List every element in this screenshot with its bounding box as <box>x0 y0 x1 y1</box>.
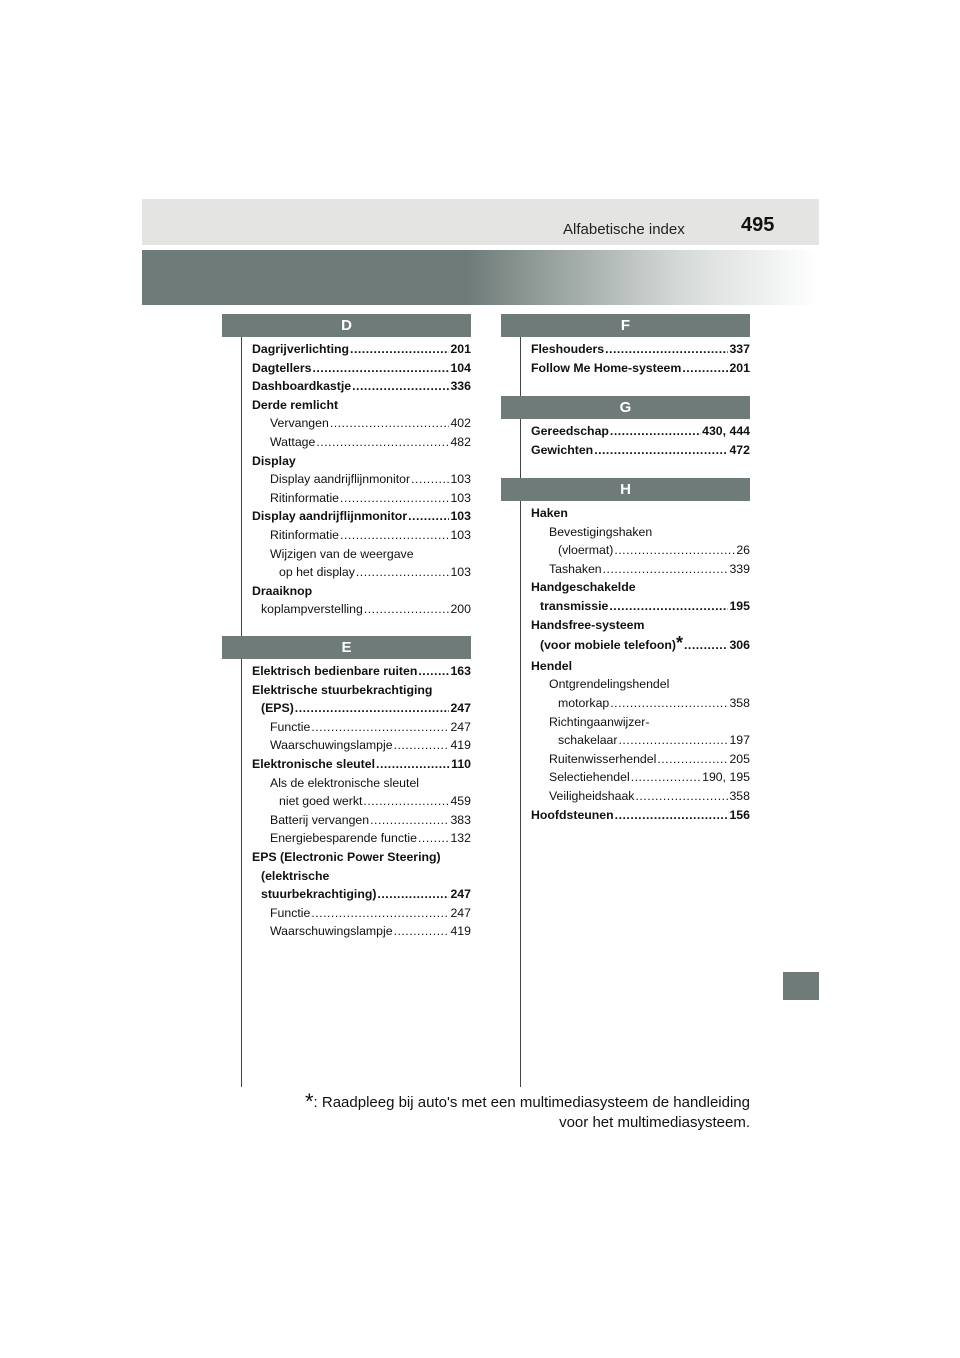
entry-page: 201 <box>450 342 471 356</box>
index-entry <box>270 811 471 830</box>
dot-leader <box>618 731 728 750</box>
index-entry <box>270 774 419 793</box>
entry-term: Selectiehendel <box>549 770 630 785</box>
entry-page: 430, 444 <box>702 424 750 438</box>
index-entry <box>531 422 750 441</box>
entry-page: 247 <box>450 905 471 920</box>
entry-term: Hendel <box>531 658 572 673</box>
entry-term: (EPS) <box>261 701 294 716</box>
index-entry <box>252 452 296 471</box>
entry-page: 104 <box>450 360 471 375</box>
dot-leader <box>684 636 728 655</box>
entry-page: 358 <box>729 789 750 803</box>
index-entry <box>261 867 329 886</box>
dot-leader <box>609 597 728 616</box>
index-entry <box>270 470 471 489</box>
index-entry <box>270 718 471 737</box>
entry-term: Ritinformatie <box>270 490 340 505</box>
entry-term: Ontgrendelingshendel <box>549 677 670 692</box>
footnote-line-2: voor het multimediasysteem. <box>559 1114 750 1131</box>
entry-term: Bevestigingshaken <box>549 524 653 539</box>
entry-page: 195 <box>729 599 750 613</box>
entry-term: niet goed werkt <box>279 794 363 809</box>
entry-term: Hoofdsteunen <box>531 807 614 822</box>
dot-leader <box>394 922 450 941</box>
index-entry <box>549 750 750 769</box>
footnote-ref: * <box>675 633 683 654</box>
index-entry <box>252 340 471 359</box>
entry-term: EPS (Electronic Power Steering) <box>252 850 441 864</box>
index-entry <box>531 657 572 676</box>
entry-term: Waarschuwingslampje <box>270 924 393 939</box>
index-entry <box>270 922 471 941</box>
entry-page: 110 <box>451 757 471 771</box>
index-entry <box>261 885 471 904</box>
entry-page: 26 <box>736 543 750 558</box>
entry-page: 132 <box>450 831 471 846</box>
entry-term: Dagrijverlichting <box>252 342 350 356</box>
entry-page: 200 <box>450 602 471 617</box>
dot-leader <box>340 489 449 508</box>
entry-term: Gewichten <box>531 442 594 457</box>
index-entry <box>531 806 750 825</box>
index-entry <box>540 634 750 655</box>
entry-page: 247 <box>450 887 471 902</box>
entry-page: 336 <box>450 379 471 394</box>
dot-leader <box>311 904 449 923</box>
index-entry <box>549 768 750 787</box>
entry-page: 459 <box>450 794 471 809</box>
entry-term: Richtingaanwijzer- <box>549 714 650 729</box>
dot-leader <box>295 699 450 718</box>
dot-leader <box>316 433 449 452</box>
entry-term: Derde remlicht <box>252 397 339 412</box>
section-header-e: E <box>222 636 471 659</box>
entry-page: 247 <box>450 719 471 734</box>
entry-term: Follow Me Home-systeem <box>531 360 682 375</box>
entry-page: 103 <box>450 490 471 505</box>
header-band <box>142 199 819 245</box>
entry-page: 103 <box>450 565 471 580</box>
page-number: 495 <box>741 214 775 236</box>
index-entry <box>549 675 669 694</box>
index-entry <box>558 694 750 713</box>
index-entry <box>270 489 471 508</box>
section-title: Alfabetische index <box>563 221 685 238</box>
entry-term: (vloermat) <box>558 543 614 558</box>
dot-leader <box>657 750 728 769</box>
entry-term: stuurbekrachtiging) <box>261 887 377 902</box>
dot-leader <box>363 792 449 811</box>
dot-leader <box>610 694 728 713</box>
index-entry <box>252 377 471 396</box>
index-entry <box>531 616 644 635</box>
dot-leader <box>312 359 449 378</box>
index-entry <box>261 600 471 619</box>
entry-term: Handsfree-systeem <box>531 617 645 632</box>
entry-page: 201 <box>729 360 750 375</box>
dot-leader <box>631 768 701 787</box>
entry-page: 402 <box>450 416 471 431</box>
index-entry <box>549 560 750 579</box>
dot-leader <box>682 359 728 378</box>
chapter-band <box>142 250 819 305</box>
dot-leader <box>408 507 449 526</box>
dot-leader <box>356 563 450 582</box>
index-entry <box>549 523 652 542</box>
section-header-h: H <box>501 478 750 501</box>
dot-leader <box>394 736 450 755</box>
index-entry <box>270 433 471 452</box>
entry-term: Energiebesparende functie <box>270 831 417 846</box>
entry-page: 190, 195 <box>702 770 750 785</box>
index-entry <box>270 545 414 564</box>
entry-term: Functie <box>270 719 311 734</box>
entry-term: Functie <box>270 905 311 920</box>
entry-term: Wattage <box>270 435 316 449</box>
index-entry <box>252 662 471 681</box>
dot-leader <box>418 662 449 681</box>
entry-term: Tashaken <box>549 561 602 576</box>
entry-term: Gereedschap <box>531 424 609 438</box>
dot-leader <box>340 526 449 545</box>
dot-leader <box>377 885 449 904</box>
entry-term: Display aandrijflijnmonitor <box>270 472 411 487</box>
entry-page: 358 <box>729 696 750 710</box>
index-entry <box>279 563 471 582</box>
dot-leader <box>635 787 728 806</box>
entry-page: 103 <box>450 472 471 487</box>
dot-leader <box>364 600 450 619</box>
entry-term: Handgeschakelde <box>531 580 636 595</box>
entry-term: (voor mobiele telefoon) <box>540 638 676 653</box>
entry-page: 306 <box>729 638 750 653</box>
dot-leader <box>352 377 449 396</box>
index-entry <box>252 359 471 378</box>
index-entry <box>270 829 471 848</box>
entry-term: Display aandrijflijnmonitor <box>252 509 408 524</box>
entry-page: 419 <box>450 924 471 939</box>
entry-page: 472 <box>729 442 750 457</box>
index-entry <box>270 736 471 755</box>
index-entry <box>252 507 471 526</box>
index-entry <box>531 441 750 460</box>
column-divider-right <box>520 335 521 1087</box>
entry-term: koplampverstelling <box>261 602 363 617</box>
entry-term: Ritinformatie <box>270 528 340 542</box>
index-entry <box>531 359 750 378</box>
entry-page: 205 <box>729 751 750 766</box>
index-entry <box>279 792 471 811</box>
entry-term: Elektrisch bedienbare ruiten <box>252 664 418 678</box>
entry-term: Dagtellers <box>252 360 312 375</box>
index-entry <box>270 904 471 923</box>
column-divider-left <box>241 335 242 1087</box>
entry-term: Fleshouders <box>531 342 605 356</box>
entry-term: Vervangen <box>270 416 329 431</box>
dot-leader <box>610 422 701 441</box>
index-entry <box>252 755 471 774</box>
entry-term: Elektronische sleutel <box>252 757 376 771</box>
section-header-d: D <box>222 314 471 337</box>
index-entry <box>531 578 636 597</box>
entry-page: 197 <box>729 733 750 748</box>
entry-term: (elektrische <box>261 868 330 883</box>
entry-page: 163 <box>450 664 471 678</box>
dot-leader <box>594 441 728 460</box>
entry-page: 337 <box>729 342 750 356</box>
dot-leader <box>376 755 450 774</box>
dot-leader <box>603 560 729 579</box>
dot-leader <box>411 470 449 489</box>
entry-page: 383 <box>450 812 471 827</box>
footnote-marker: * <box>304 1089 314 1114</box>
entry-term: transmissie <box>540 599 609 613</box>
dot-leader <box>370 811 449 830</box>
entry-term: Elektrische stuurbekrachtiging <box>252 682 433 697</box>
section-header-g: G <box>501 396 750 419</box>
entry-term: Als de elektronische sleutel <box>270 775 420 790</box>
index-entry <box>261 699 471 718</box>
dot-leader <box>330 414 450 433</box>
index-entry <box>558 541 750 560</box>
entry-term: Haken <box>531 506 568 520</box>
entry-term: Veiligheidshaak <box>549 789 635 803</box>
dot-leader <box>418 829 449 848</box>
footnote-line-1: : Raadpleeg bij auto's met een multimediasysteem de handleiding <box>313 1094 750 1111</box>
dot-leader <box>311 718 449 737</box>
entry-term: motorkap <box>558 696 610 710</box>
dot-leader <box>350 340 449 359</box>
entry-term: op het display <box>279 565 355 580</box>
entry-page: 103 <box>450 509 471 524</box>
dot-leader <box>615 806 729 825</box>
dot-leader <box>605 340 728 359</box>
index-entry <box>549 787 750 806</box>
index-entry <box>252 848 441 867</box>
index-entry <box>549 713 649 732</box>
index-entry <box>252 681 432 700</box>
entry-term: Ruitenwisserhendel <box>549 751 657 766</box>
entry-page: 247 <box>450 701 471 716</box>
entry-term: Draaiknop <box>252 583 313 598</box>
index-entry <box>252 396 338 415</box>
entry-page: 156 <box>729 807 750 822</box>
entry-page: 482 <box>450 435 471 449</box>
entry-term: Batterij vervangen <box>270 812 370 827</box>
index-entry <box>252 582 312 601</box>
section-header-f: F <box>501 314 750 337</box>
index-entry <box>558 731 750 750</box>
dot-leader <box>614 541 735 560</box>
entry-page: 339 <box>729 561 750 576</box>
index-entry <box>270 526 471 545</box>
index-entry <box>531 504 568 523</box>
entry-term: schakelaar <box>558 733 618 748</box>
entry-term: Wijzigen van de weergave <box>270 546 414 561</box>
entry-page: 103 <box>450 528 471 542</box>
index-entry <box>270 414 471 433</box>
index-entry <box>531 340 750 359</box>
entry-page: 419 <box>450 738 471 753</box>
chapter-tab <box>783 972 819 1000</box>
entry-term: Waarschuwingslampje <box>270 738 393 753</box>
entry-term: Dashboardkastje <box>252 379 352 394</box>
entry-term: Display <box>252 453 296 468</box>
index-entry <box>540 597 750 616</box>
footnote <box>296 1089 750 1133</box>
